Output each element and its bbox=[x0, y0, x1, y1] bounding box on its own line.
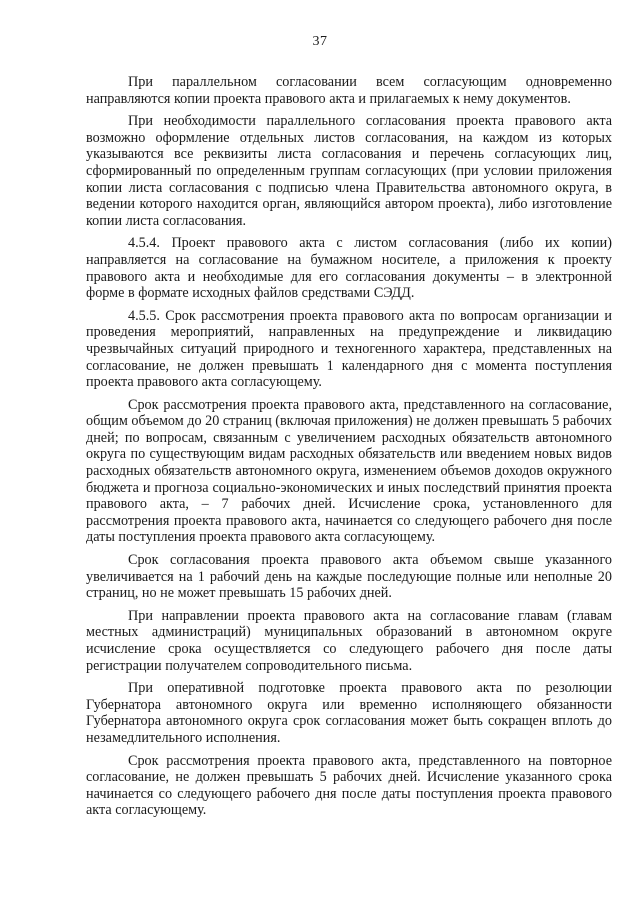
paragraph-repeat-approval: Срок рассмотрения проекта правового акта, представленного на повторное согласование, не должен превышать 5 рабочих дней. Исчисление указанного срока начинается со следующего рабочего дня после даты поступления проекта правового акта согласующему. bbox=[86, 752, 612, 819]
paragraph-urgent-preparation: При оперативной подготовке проекта правового акта по резолюции Губернатора автономного округа или временно исполняющего обязанности Губернатора автономного округа срок согласования может быть сокращен вплоть до незамедлительного исполнения. bbox=[86, 680, 612, 746]
paragraph-4-5-4: 4.5.4. Проект правового акта с листом согласования (либо их копии) направляется на согласование на бумажном носителе, а приложения к проекту правового акта и необходимые для его согласования документы – в электронной форме в формате исходных файлов средствами СЭДД. bbox=[86, 235, 612, 302]
paragraph-extended-period: Срок согласования проекта правового акта объемом свыше указанного увеличивается на 1 рабочий день на каждые последующие полные или неполные 20 страниц, но не может превышать 15 рабочих дней. bbox=[86, 552, 612, 602]
paragraph-parallel-approval: При параллельном согласовании всем согласующим одновременно направляются копии проекта правового акта и прилагаемых к нему документов. bbox=[86, 74, 612, 107]
paragraph-review-period: Срок рассмотрения проекта правового акта, представленного на согласование, общим объемом до 20 страниц (включая приложения) не должен превышать 5 рабочих дней; по вопросам, связанным с увеличением расходных обязательств автономного округа по существующим видам расходных обязательств или введением новых видов расходных обязательств автономного округа, изменением объемов доходов окружного бюджета и прогноза социально-экономических и иных последствий принятия проекта правового акта, – 7 рабочих дней. Исчисление срока, установленного для рассмотрения проекта правового акта, начинается со следующего рабочего дня после даты поступления проекта правового акта согласующему. bbox=[86, 396, 612, 546]
paragraph-municipal-heads: При направлении проекта правового акта на согласование главам (главам местных администраций) муниципальных образований в автономном округе исчисление срока осуществляется со следующего рабочего дня после даты регистрации получателем сопроводительного письма. bbox=[86, 607, 612, 674]
page-number: 37 bbox=[312, 34, 328, 49]
paragraph-separate-sheets: При необходимости параллельного согласования проекта правового акта возможно оформление отдельных листов согласования, на каждом из которых указываются все реквизиты листа согласования и перечень согласующих лиц, сформированный по определенным группам согласующих (при условии приложения копии листа согласования с подписью члена Правительства автономного округа, в ведении которого находится орган, являющийся автором проекта), либо изготовление копии листа согласования. bbox=[86, 113, 612, 229]
paragraph-4-5-5: 4.5.5. Срок рассмотрения проекта правового акта по вопросам организации и проведения мероприятий, направленных на предупреждение и ликвидацию чрезвычайных ситуаций природного и техногенного характера, представленных на согласование, не должен превышать 1 календарного дня с момента поступления проекта правового акта согласующему. bbox=[86, 307, 612, 391]
document-body bbox=[86, 74, 612, 825]
